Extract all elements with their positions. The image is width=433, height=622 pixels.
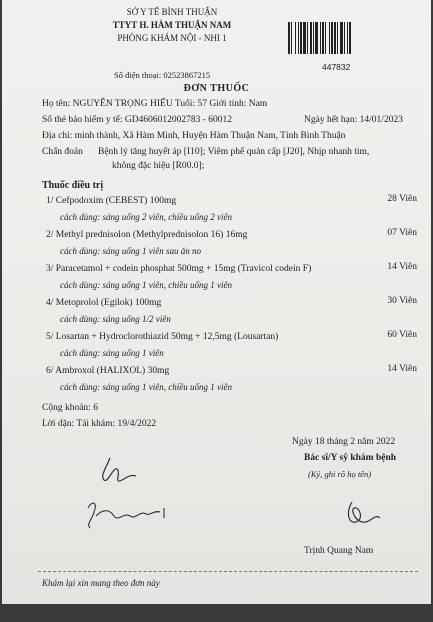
medicine-name: 6/ Ambroxol (HALIXOL) 30mg bbox=[46, 366, 170, 376]
medicine-usage: cách dùng: sáng uống 1 viên, chiều uống 1 viên bbox=[60, 280, 232, 290]
medicine-quantity: 60 Viên bbox=[387, 330, 417, 340]
barcode-number: 447832 bbox=[322, 62, 351, 72]
medicine-usage: cách dùng: sáng uống 1 viên bbox=[60, 348, 164, 358]
diagnosis-label: Chẩn đoán bbox=[42, 147, 83, 157]
medicine-quantity: 07 Viên bbox=[387, 228, 417, 238]
medicine-name: 1/ Cefpodoxim (CEBEST) 100mg bbox=[46, 196, 177, 206]
diagnosis-line-2: không đặc hiệu [R00.0]; bbox=[112, 161, 205, 171]
doctor-note: (Ký, ghi rõ họ tên) bbox=[308, 469, 372, 479]
medicine-name: 2/ Methyl prednisolon (Methylprednisolon 16) 16mg bbox=[46, 230, 248, 240]
medicine-usage: cách dùng: sáng uống 1 viên sau ăn no bbox=[60, 246, 201, 256]
footer-note: Khám lại xin mang theo đơn này bbox=[42, 578, 160, 588]
medicine-name: 4/ Metoprolol (Egilok) 100mg bbox=[46, 298, 162, 308]
address-line: Địa chỉ: minh thành, Xã Hàm Minh, Huyện Hàm Thuận Nam, Tỉnh Bình Thuận bbox=[42, 131, 346, 141]
prescription-date: Ngày 18 tháng 2 năm 2022 bbox=[292, 437, 396, 447]
medicine-quantity: 14 Viên bbox=[387, 262, 417, 272]
section-title: Thuốc điều trị bbox=[42, 180, 104, 191]
medicine-usage: cách dùng: sáng uống 1 viên, chiều uống 1 viên bbox=[60, 382, 232, 392]
patient-name-line: Họ tên: NGUYỄN TRỌNG HIẾU Tuổi: 57 Giới tính: Nam bbox=[42, 99, 268, 109]
doctor-signature bbox=[332, 494, 392, 534]
header-phone: Số điện thoại: 02523867215 bbox=[114, 70, 211, 80]
medicine-name: 5/ Losartan + Hydroclorothiazid 50mg + 12,5mg (Lousartan) bbox=[46, 332, 279, 342]
prescription-paper bbox=[2, 0, 431, 604]
doctor-title: Bác sĩ/Y sỹ khám bệnh bbox=[304, 453, 397, 463]
total-count: Cộng khoản: 6 bbox=[42, 403, 98, 413]
header-center: TTYT H. HÀM THUẬN NAM bbox=[112, 20, 232, 30]
document-title: ĐƠN THUỐC bbox=[183, 83, 250, 94]
footer-divider bbox=[38, 571, 418, 572]
medicine-name: 3/ Paracetamol + codein phosphat 500mg + 15mg (Travicol codein F) bbox=[46, 264, 312, 274]
advice: Lời dặn: Tái khám: 19/4/2022 bbox=[42, 419, 157, 429]
medicine-quantity: 14 Viên bbox=[387, 364, 417, 374]
header-clinic: PHÒNG KHÁM NỘI - NHI 1 bbox=[117, 33, 227, 43]
insurance-line: Số thẻ bảo hiểm y tế: GD4606012002783 - 60012 bbox=[42, 115, 232, 125]
header-dept: SỞ Y TẾ BÌNH THUẬN bbox=[126, 7, 218, 17]
medicine-usage: cách dùng: sáng uống 1/2 viên bbox=[60, 314, 171, 324]
patient-signature bbox=[80, 450, 190, 542]
medicine-quantity: 30 Viên bbox=[387, 296, 417, 306]
expiry-line: Ngày hết hạn: 14/01/2023 bbox=[304, 115, 403, 125]
barcode bbox=[288, 22, 406, 54]
medicine-quantity: 28 Viên bbox=[387, 194, 417, 204]
header-block bbox=[102, 6, 242, 45]
diagnosis-line-1: Bệnh lý tăng huyết áp [I10]; Viêm phế quản cấp [J20], Nhịp nhanh tim, bbox=[98, 147, 370, 157]
medicine-usage: cách dùng: sáng uống 2 viên, chiều uống 2 viên bbox=[60, 212, 232, 222]
doctor-name: Trịnh Quang Nam bbox=[304, 546, 374, 556]
